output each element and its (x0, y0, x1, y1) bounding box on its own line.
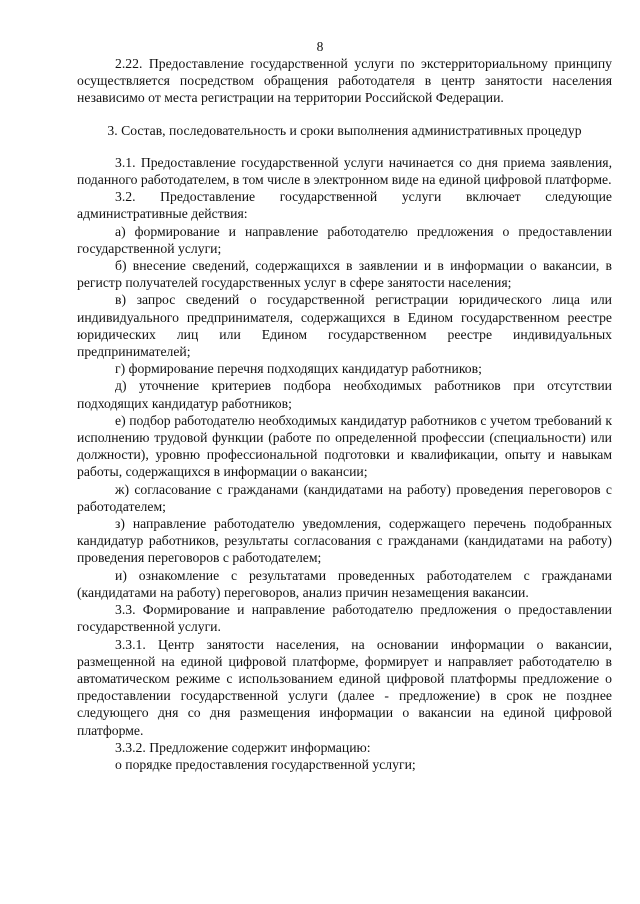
list-item-g: г) формирование перечня подходящих кандидатур работников; (115, 361, 482, 377)
list-item-b: б) внесение сведений, содержащихся в заявлении и в информации о вакансии, в регистр получателей государственных услуг в сфере занятости населения; (77, 258, 612, 291)
paragraph-3-2: 3.2. Предоставление государственной услуги включает следующие административные действия: (77, 189, 612, 222)
list-item-i: и) ознакомление с результатами проведенных работодателем с гражданами (кандидатами на работу) переговоров, анализ причин незамещения вакансии. (77, 567, 612, 600)
paragraph-3-3: 3.3. Формирование и направление работодателю предложения о предоставлении государственной услуги. (77, 602, 612, 635)
document-body (77, 55, 612, 773)
list-item-d: д) уточнение критериев подбора необходимых работников при отсутствии подходящих кандидатур работников; (77, 378, 612, 411)
paragraph-2-22: 2.22. Предоставление государственной услуги по экстерриториальному принципу осуществляется посредством обращения работодателя в центр занятости населения независимо от места регистрации на территории Российской Федерации. (77, 56, 612, 106)
list-item-a: а) формирование и направление работодателю предложения о предоставлении государственной услуги; (77, 223, 612, 256)
list-item-e: е) подбор работодателю необходимых кандидатур работников с учетом требований к исполнению трудовой функции (работе по определенной профессии (специальности) или должности), уровню профессиональной подготовки и квалификации, опыту и навыкам работы, содержащихся в информации о вакансии; (77, 412, 612, 480)
paragraph-3-3-1: 3.3.1. Центр занятости населения, на основании информации о вакансии, размещенной на единой цифровой платформе, формирует и направляет работодателю в автоматическом режиме с использованием единой цифровой платформы предложение о предоставлении государственной услуги (далее - предложение) в срок не позднее следующего дня со дня размещения информации о вакансии на единой цифровой платформе. (77, 636, 612, 738)
list-item-z: з) направление работодателю уведомления, содержащего перечень подобранных кандидатур работников, результаты согласования с гражданами (кандидатами на работу) проведения переговоров с работодателем; (77, 516, 612, 566)
list-item-v: в) запрос сведений о государственной регистрации юридического лица или индивидуального предпринимателя, содержащихся в Едином государственном реестре юридических лиц или Едином государственном реестре индивидуальных предпринимателей; (77, 292, 612, 360)
page-number: 8 (316, 39, 324, 54)
list-item-zh: ж) согласование с гражданами (кандидатами на работу) проведения переговоров с работодателем; (77, 481, 612, 514)
paragraph-3-1: 3.1. Предоставление государственной услуги начинается со дня приема заявления, поданного работодателем, в том числе в электронном виде на единой цифровой платформе. (77, 154, 612, 188)
paragraph-3-3-2: 3.3.2. Предложение содержит информацию: (115, 739, 371, 755)
section-heading: 3. Состав, последовательность и сроки выполнения административных процедур (107, 122, 582, 138)
paragraph-info-item: о порядке предоставления государственной услуги; (115, 756, 416, 772)
